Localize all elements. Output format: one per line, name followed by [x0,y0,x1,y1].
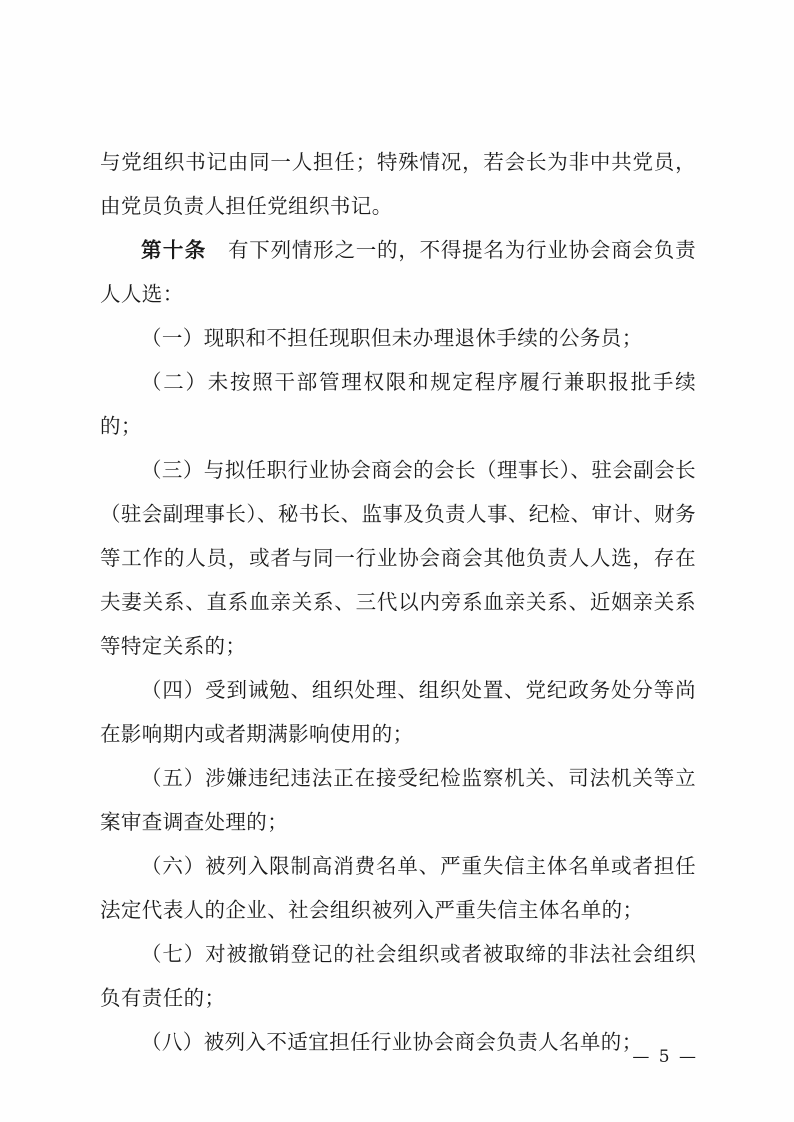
paragraph-item-8: （八）被列入不适宜担任行业协会商会负责人名单的； [141,1030,643,1054]
paragraph-item-7: （七）对被撤销登记的社会组织或者被取缔的非法社会组织负有责任的； [100,942,696,1010]
paragraph-item-5: （五）涉嫌违纪违法正在接受纪检监察机关、司法机关等立案审查调查处理的； [100,766,696,834]
paragraph-item-4: （四）受到诫勉、组织处理、组织处置、党纪政务处分等尚在影响期内或者期满影响使用的； [100,678,696,746]
paragraph-item-6: （六）被列入限制高消费名单、严重失信主体名单或者担任法定代表人的企业、社会组织被列入严重失信主体名单的； [100,854,696,922]
paragraph-continuation: 与党组织书记由同一人担任；特殊情况，若会长为非中共党员，由党员负责人担任党组织书记。 [100,150,696,218]
page-number: — 5 — [632,1047,698,1067]
article-text: 有下列情形之一的，不得提名为行业协会商会负责人人选： [100,238,696,306]
paragraph-item-1: （一）现职和不担任现职但未办理退休手续的公务员； [141,326,643,350]
document-body [100,140,696,1064]
paragraph-item-2: （二）未按照干部管理权限和规定程序履行兼职报批手续的； [100,370,696,438]
article-heading: 第十条 [141,238,207,262]
paragraph-article-ten [100,228,696,316]
paragraph-item-3: （三）与拟任职行业协会商会的会长（理事长）、驻会副会长（驻会副理事长）、秘书长、监事及负责人事、纪检、审计、财务等工作的人员，或者与同一行业协会商会其他负责人人选，存在夫妻关系、直系血亲关系、三代以内旁系血亲关系、近姻亲关系等特定关系的； [100,458,696,658]
